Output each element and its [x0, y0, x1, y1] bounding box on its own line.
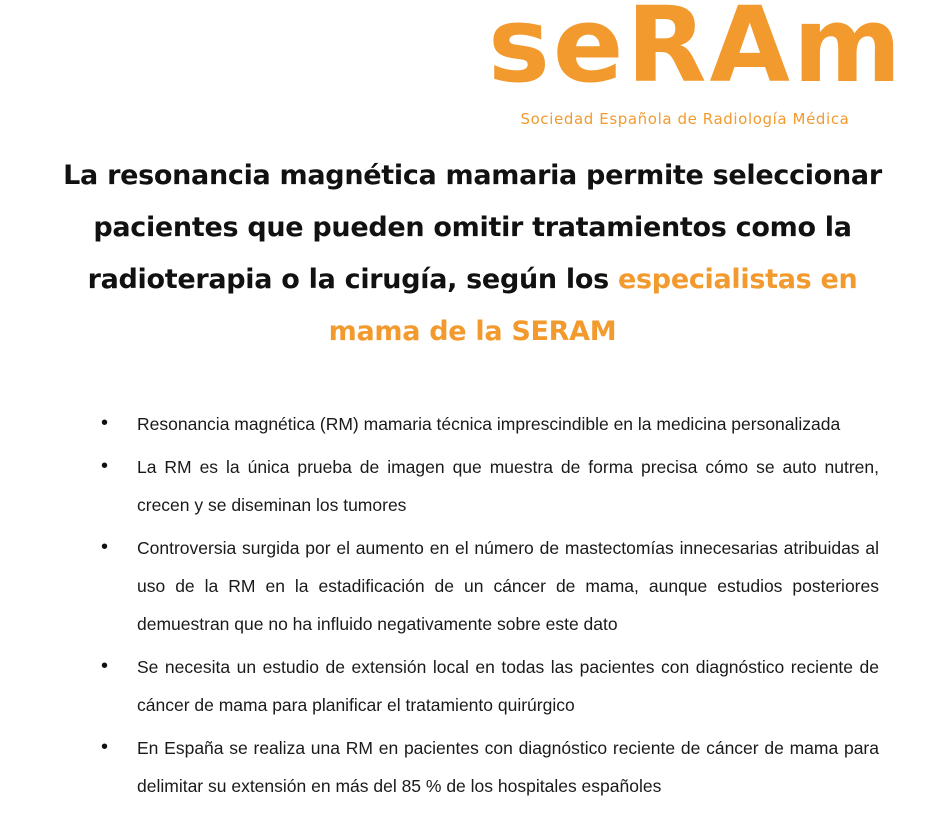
list-item-text: Se necesita un estudio de extensión local en todas las pacientes con diagnóstico reciente de cáncer de mama para planificar el tratamiento quirúrgico: [137, 657, 879, 715]
bullet-icon: •: [101, 455, 109, 477]
logo-subtitle: Sociedad Española de Radiología Médica: [520, 110, 850, 128]
list-item: [0, 529, 945, 643]
bullet-icon: •: [101, 412, 109, 434]
list-item-text: En España se realiza una RM en pacientes con diagnóstico reciente de cáncer de mama para delimitar su extensión en más del 85 % de los hospitales españoles: [137, 738, 879, 796]
bullet-icon: •: [101, 736, 109, 758]
headline-main: La resonancia magnética mamaria permite seleccionar pacientes que pueden omitir tratamientos como la radioterapia o la cirugía, según los: [63, 160, 882, 295]
headline: [60, 150, 885, 358]
list-item: [0, 448, 945, 524]
bullet-icon: •: [101, 536, 109, 558]
list-item: [0, 729, 945, 805]
list-item-text: Controversia surgida por el aumento en el número de mastectomías innecesarias atribuidas al uso de la RM en la estadificación de un cáncer de mama, aunque estudios posteriores demuestran que no ha influido negativamente sobre este dato: [137, 538, 879, 634]
list-item: [0, 648, 945, 724]
key-points-list: [0, 405, 945, 810]
headline-highlight: especialistas en mama de la SERAM: [328, 264, 858, 347]
bullet-icon: •: [101, 655, 109, 677]
list-item: [0, 405, 945, 443]
seram-logo: [488, 0, 905, 128]
logo-wordmark: seRAm: [488, 0, 905, 106]
list-item-text: La RM es la única prueba de imagen que muestra de forma precisa cómo se auto nutren, crecen y se diseminan los tumores: [137, 457, 879, 515]
list-item-text: Resonancia magnética (RM) mamaria técnica imprescindible en la medicina personalizada: [137, 414, 841, 434]
